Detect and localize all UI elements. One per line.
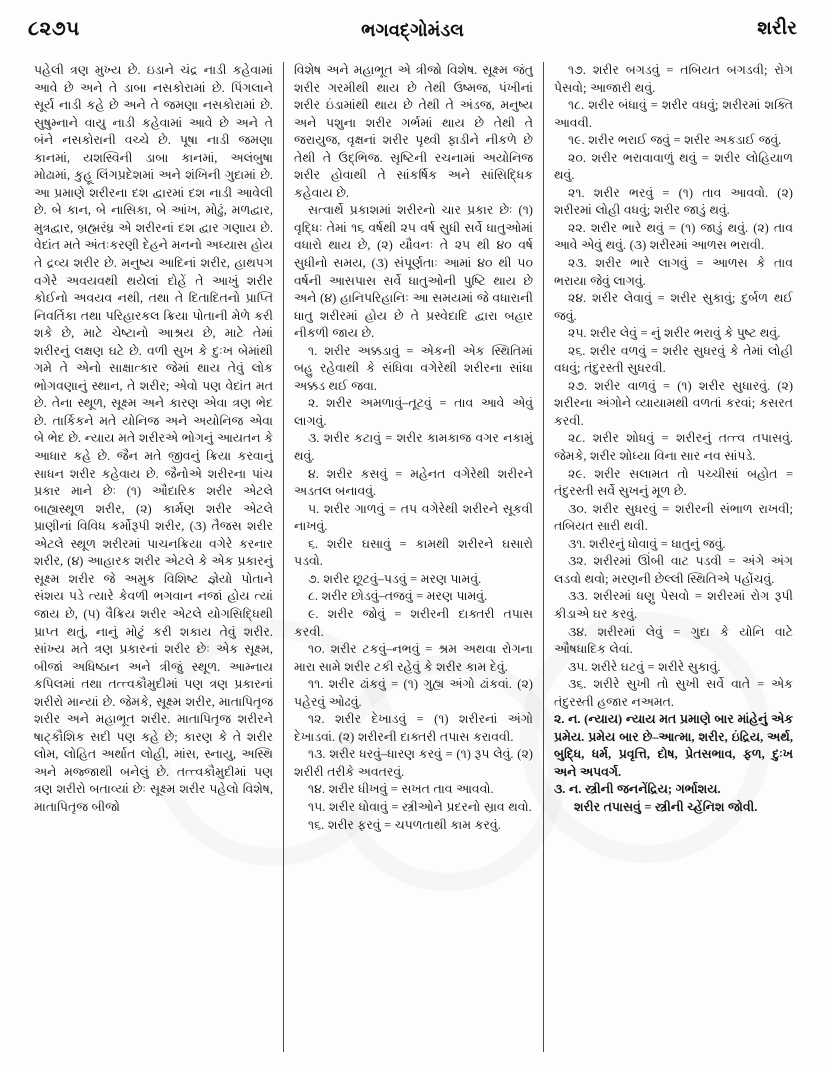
entry-number: ૩૬. [568,677,587,692]
entry-item [294,588,533,606]
entry-number: ૨૧. [568,185,585,200]
column-one [24,62,283,1052]
entry-number: ૨૭. [568,378,588,393]
column-two-intro: વિશેષ અને મહાભૂત એ ત્રીજો વિશેષ. સૂક્ષ્મ જંતુ શરીર ગરમીથી થાય છે તેથી ઉષ્મજ, પંખીનાં શરીર ઇંડામાંથી થાય છે તેથી તે અંડજ, મનુષ્ય અને પશુના શરીર ગર્ભમાં થાય છે તેથી તે જરાયુજ, વૃક્ષનાં શરીર પૃથ્વી ફાડીને નીકળે છે તેથી તે ઉદ્‌ભિજ. સૃષ્ટિની રચનામાં અયોનિજ શરીર હોવાથી તે સાંકર્ષિક અને સાંસિદ્ધિક કહેવાય છે. [294,63,533,200]
entry-item [554,676,793,711]
entry-item [554,624,793,659]
entry-number: ૩૧. [568,536,586,551]
column-one-body: પહેલી ત્રણ મુખ્ય છે. ઇડાને ચંદ્ર નાડી કહેવામાં આવે છે અને તે ડાબા નસકોરામાં છે. પિંગલાને સૂર્ય નાડી કહે છે અને તે જમણા નસકોરામાં છે. સુષુમ્નાને વાયુ નાડી કહેવામાં આવે છે અને તે બંને નસકોરાની વચ્ચે છે. પૂષા નાડી જમણા કાનમાં, યશસ્વિની ડાબા કાનમાં, અલંબુષા મોઢામાં, કુહૂ લિંગપ્રદેશમાં અને શંખિની ગુદામાં છે. આ પ્રમાણે શરીરના દશ દ્વારમાં દશ નાડી આવેલી છે. બે કાન, બે નાસિકા, બે આંખ, મોઢું, મળદ્વાર, મુત્રદ્વાર, બ્રહ્મરંધ્ર એ શરીરનાં દશ દ્વાર ગણાય છે. વેદાંત મતે અંતઃકરણી દેહને મનનો અધ્યાસ હોય તે દ્રવ્ય શરીર છે. મનુષ્ય આદિનાં શરીર, હાથપગ વગેરે અવયવથી થયેલાં દોહેં તે આખું શરીર કોઈનો અવયવ નથી, તથા તે દિતાદિતનો પ્રાપ્તિ નિવર્તિકા તથા પરિહારકલ ક્રિયા પોતાની મેળે કરી શકે છે, માટે ચેષ્ટાનો આશ્રય છે, માટે તેમાં શરીરનું લક્ષણ ઘટે છે. વળી સુખ કે દુઃખ બેમાંથી ગમે તે એનો સાક્ષાત્કાર જેમાં થાય તેવું લોક ભોગવણાનું સ્થાન, તે શરીર; એવો પણ વેદાંત મત છે. તેના સ્થૂળ, સૂક્ષ્મ અને કારણ એવા ત્રણ ભેદ છે. તાર્કિકને મતે યોનિજ અને અયોનિજ એવા બે ભેદ છે. ન્યાય મતે શરીરએ ભોગનું આયતન કે આધાર કહે છે. જૈન મતે જીવનું ક્રિયા કરવાનું સાધન શરીર કહેવાય છે. જૈનોએ શરીરના પાંચ પ્રકાર માને છેઃ (૧) ઔદારિક શરીર એટલે બાહ્યસ્થૂળ શરીર, (૨) કાર્મણ શરીર એટલે પ્રાણીનાં વિવિધ કર્મોરૂપી શરીર, (૩) તૈજસ શરીર એટલે સ્થૂળ શરીરમાં પાચનક્રિયા વગેરે કરનાર શરીર, (૪) આહારક શરીર એટલે કે એક પ્રકારનું સૂક્ષ્મ શરીર જે અમુક વિશિષ્ટ જ્ઞેયો પોતાને સંશય પડે ત્યારે કેવળી ભગવાન નજાં હોય ત્યાં જાય છે, (૫) વૈક્રિય શરીર એટલે યોગસિદ્ધિથી પ્રાપ્ત થતું, નાનું મોટું કરી શકાય તેવું શરીર. સાંખ્ય મતે ત્રણ પ્રકારનાં શરીર છેઃ એક સૂક્ષ્મ, બીજાં અધિષ્ઠાન અને ત્રીજું સ્થૂળ. આમ્નાય કપિલમાં તથા તત્ત્વકૌમુદીમાં પણ ત્રણ પ્રકારનાં શરીરો માન્યાં છે. જેમકે, સૂક્ષ્મ શરીર, માતાપિતૃજ શરીર અને મહાભૂત શરીર. માતાપિતૃજ શરીરને ષાટ્કૌશિક સદી પણ કહે છે; કારણ કે તે શરીર લોમ, લોહિત અર્થાત લોહી, માંસ, સ્નાયુ, અસ્થિ અને મજ્જાથી બનેલું છે. તત્ત્વકૌમુદીમાં પણ ત્રણ શરીરો બતાવ્યાં છેઃ સૂક્ષ્મ શરીર પહેલો વિશેષ, માતાપિતૃજ બીજો [34,63,273,814]
entry-item [554,536,793,554]
entry-item [554,659,793,677]
column-two-entry-list [294,343,533,834]
entry-number: ૧. [308,343,318,358]
entry-item [554,501,793,536]
entry-item [294,501,533,536]
entry-item [294,606,533,641]
entry-text: શરીર કટાવું = શરીર કામકાજ વગર નકામું થવું. [294,431,533,464]
entry-number: ૫. [308,501,320,516]
entry-number: ૧૬. [308,817,325,832]
entry-item [554,430,793,465]
entry-number: ૩૪. [568,624,588,639]
entry-number: ૧૫. [308,799,326,814]
entry-item [554,62,793,97]
entry-item [554,290,793,325]
entry-text: શરીર ઢાંકવું = (૧) ગુહ્ય અંગો ઢાંકવાં. (૨) પહેરવું ઓઢવું. [294,677,533,709]
entry-item [554,220,793,255]
entry-text: શરીરમાં ધણુ પેસવો = શરીરમાં રોગ રૂપી કીડાએ ઘર કરવું. [554,589,793,621]
column-two [283,62,543,1052]
entry-text: શરીરનું ધોવાવું = ધાતુનું જવું. [589,536,726,551]
entry-item [294,343,533,396]
entry-item [294,746,533,781]
entry-item [294,395,533,430]
entry-text: શરીર અમળાવું–તૂટવું = તાવ આવે એવું લાગવું. [294,396,533,428]
entry-text: શરીર ધીખવું = સખત તાવ આવવો. [328,782,494,797]
entry-number: ૨૨. [568,220,586,235]
column-three-entry-list [554,62,793,711]
entry-number: ૧૭. [568,63,586,77]
entry-item [554,553,793,588]
entry-item [294,430,533,465]
page-header [28,18,797,52]
entry-number: ૩. [308,431,320,446]
entry-item [294,641,533,676]
entry-item [554,588,793,623]
entry-text: શરીર ઘસાવું = કામથી શરીરને ઘસારો પડવો. [294,536,533,569]
entry-number: ૧૯. [568,133,585,148]
entry-number: ૩૫. [568,659,588,674]
entry-number: ૧૮. [568,98,585,113]
entry-number: ૩૦. [568,501,587,516]
entry-text: શરીર ટકવું–નભવું = શ્રમ અથવા રોગના મારા સામે શરીર ટકી રહેવું કે શરીર કામ દેવું. [294,642,533,674]
entry-text: શરીરે સુખી તો સુખી સર્વે વાતે = એક તંદુરસ્તી હજાર નઅમત. [554,677,793,709]
entry-text: શરીર ધોવાવું = સ્ત્રીઓને પ્રદરનો સ્રાવ થવો. [329,799,532,814]
entry-text: શરીર વાળવું = (૧) શરીર સુધારવું. (૨) શરીરના અંગોને વ્યાયામથી વળતાં કરવાં; કસરત કરવી. [554,378,793,428]
running-head-entry: શરીર [757,18,797,39]
column-two-classification: સત્વાર્થે પ્રકાશમાં શરીરનો ચાર પ્રકાર છેઃ (૧) વૃદ્ધિઃ તેમાં ૧૬ વર્ષથી ૨૫ વર્ષ સુધી સર્વે ધાતુઓમાં વધારો થાય છે, (૨) યૌવનઃ તે ૨૫ થી ૪૦ વર્ષ સુધીનો સમય, (૩) સંપૂર્ણતાઃ આમાં ૪૦ થી ૫૦ વર્ષની આસપાસ સર્વે ધાતુઓની પુષ્ટિ થાય છે અને (૪) હાનિપરિહાનિઃ આ સમયમાં જે વધારાની ધાતુ શરીરમાં હોય છે તે પ્રસ્વેદાદિ દ્વારા બહાર નીકળી જાય છે. [294,203,533,341]
entry-text: શરીરમાં ઊંબી વાટ પડવી = અંગે અંગ લડવો થવો; મરણની છેલ્લી સ્થિતિએ પહોંચવું. [554,554,793,586]
entry-item [294,676,533,711]
entry-number: ૧૪. [308,782,326,797]
entry-item [554,343,793,378]
entry-text: શરીર ધરવું–ધારણ કરવું = (૧) રૂપ લેવું. (૨) શરીરી તરીકે અવતરવું. [294,747,533,779]
entry-number: ૨૮. [568,431,586,446]
entry-text: શરીર ગાળવું = તપ વગેરેથી શરીરને સૂકવી નાખવું. [294,501,533,534]
sub-entry-phrase: શરીર તપાસવું = સ્ત્રીની ચ્હેંનિશ જોવી. [574,799,758,814]
entry-number: ૭. [308,571,320,586]
entry-text: શરીર બંધાવું = શરીર વધવું; શરીરમાં શક્તિ આવવી. [554,98,793,130]
entry-item [554,255,793,290]
entry-number: ૨. [308,396,319,411]
entry-text: શરીર લેવાવું = શરીર સુકાવું; દુર્બળ થઈ જવું. [554,291,793,323]
entry-item [294,799,533,817]
text-columns [24,62,803,1052]
entry-number: ૨૫. [568,326,587,341]
entry-item [294,571,533,589]
entry-item [294,781,533,799]
entry-text: શરીર ભરાવાવાળું થવું = શરીર લોહિયાળ થવું. [554,150,793,183]
column-three [543,62,803,1052]
entry-item [554,466,793,501]
entry-item [294,711,533,746]
entry-number: ૧૧. [308,677,324,692]
entry-number: ૨૩. [568,256,587,271]
entry-number: ૪. [308,466,319,481]
entry-number: ૨૪. [568,291,587,306]
entry-text: શરીર ફરવું = ચપળતાથી કામ કરવું. [327,817,501,832]
entry-text: શરીર છૂટવું–પડવું = મરણ પામવું. [323,571,482,586]
entry-item [554,378,793,431]
entry-item [294,536,533,571]
entry-number: ૧૨. [308,712,325,727]
entry-text: શરીર ભરાઈ જવું = શરીર અકડાઈ જવું. [588,133,782,148]
entry-number: ૩૩. [568,589,588,604]
entry-item [554,185,793,220]
entry-text: શરીર જોવું = શરીરની દાક્તરી તપાસ કરવી. [294,606,533,639]
entry-item [554,132,793,150]
entry-text: શરીરમાં લેવું = ગુદા કે યોનિ વાટે ઔષધાદિક લેવાં. [554,624,793,657]
folio-page-number: ૮૨૭૫ [28,18,80,40]
entry-text: શરીર ભરવું = (૧) તાવ આવવો. (૨) શરીરમાં લોહી વધવું; શરીર જાડું થવું. [554,185,793,218]
entry-number: ૯. [308,606,319,621]
entry-number: ૧૩. [308,747,326,762]
entry-item [554,325,793,343]
entry-item [554,97,793,132]
entry-number: ૧૦. [308,642,325,657]
entry-text: શરીર ભારે થવું = (૧) જાડું થવું. (૨) તાવ આવે એવું થવું. (૩) શરીરમાં આળસ ભરાવી. [554,220,793,253]
entry-number: ૮. [308,589,319,604]
entry-text: શરીર સલામત તો પચ્ચીસાં બહોત = તંદુરસ્તી સર્વે સુખનું મૂળ છે. [554,466,793,499]
entry-number: ૬. [308,536,319,551]
entry-text: શરીર વળવું = શરીર સુધરવું કે તેમાં લોહી વધવું; તંદુરસ્તી સુધરવી. [554,343,793,376]
entry-text: શરીર સુધરવું = શરીરની સંભાળ રાખવી; તબિયત સારી થવી. [554,501,793,534]
entry-number: ૨૯. [568,466,586,481]
entry-item [554,150,793,185]
entry-number: ૨૬. [568,343,586,358]
sense-two-definition: ૨. ન. (ન્યાય) ન્યાય મત પ્રમાણે બાર માંહેનું એક પ્રમેય. પ્રમેય બાર છે–આત્મા, શરીર, ઇંદ્રિય, અર્થ, બુદ્ધિ, ધર્મ, પ્રવૃત્તિ, દોષ, પ્રેતસભાવ, ફળ, દુઃખ અને અપવર્ગ. [554,712,793,779]
entry-text: શરીર દેખાડવું = (૧) શરીરનાં અંગો દેખાડવાં. (૨) શરીરની દાક્તરી તપાસ કરાવવી. [294,712,533,744]
entry-text: શરીર કસવું = મહેનત વગેરેથી શરીરને અડતલ બનાવવું. [294,466,533,499]
entry-text: શરીર બગડવું = તબિયત બગડવી; રોગ પેસવો; આજારી થવું. [554,63,793,95]
entry-text: શરીર ભારે લાગવું = આળસ કે તાવ ભરાયા જેવું લાગવું. [554,256,793,288]
entry-text: શરીર છોડવું–તજવું = મરણ પામવું. [321,589,488,604]
entry-text: શરીર અક્કડાવું = એકની એક સ્થિતિમાં બહુ રહેવાથી કે સંધિવા વગેરેથી શરીરના સાંધા અક્કડ થઈ જવા. [294,343,533,393]
entry-item [294,817,533,835]
book-title: ભગવદ્ગોમંડલ [361,20,464,40]
entry-item [294,466,533,501]
sense-three-definition: ૩. ન. સ્ત્રીની જનનેંદ્રિય; ગર્ભાશય. [554,782,721,797]
entry-text: શરીર શોધવું = શરીરનું તત્ત્વ તપાસવું. જેમકે, શરીર શોધ્યા વિના સાર નવ સાંપડે. [554,431,793,464]
entry-number: ૩૨. [568,554,587,569]
entry-text: શરીરે ઘટવું = શરીરે સુકાવું. [591,659,721,674]
entry-number: ૨૦. [568,150,586,165]
entry-text: શરીર લેવું = નું શરીર ભરાવું કે પુષ્ટ થવું. [590,326,781,341]
